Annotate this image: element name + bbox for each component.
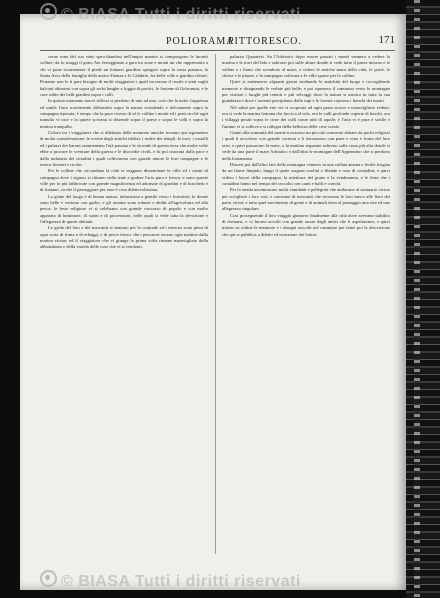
copyright-icon (40, 3, 57, 20)
book-spine (406, 0, 440, 598)
paragraph: Le grida del loro e dei mercanti si sentono per le contrade ed i mercati sono pieni di ogni sorta di frutta e di erbaggi, e di pesce fresco che i pescatori recano ogni mattina dalla marina vicina; ed il viaggiatore che vi giunge la prima volta rimane maravigliato della abbondanza e della varietà delle cose che vi si vendono. (40, 225, 208, 250)
watermark-bottom (40, 570, 400, 592)
watermark-text: © BIASA Tutti i diritti riservati (61, 573, 301, 590)
paragraph: Nel salire per quelle erte vie si scoprono ad ogni passo nuove e maravigliose vedute; ora si vede la marina lontana che luccica al sole, ora le valli profonde coperte di boschi, ora i villaggi posati sopra le cime dei colli come nidi di aquile; e l'aria vi è pura e sottile e l'animo vi si solleva e si rallegra della bellezza delle cose create. (222, 104, 390, 129)
text-column-left (40, 54, 208, 554)
watermark-text: © BIASA Tutti i diritti riservati (61, 6, 301, 23)
paragraph: palazzo Quaratesi. Su l'Adriatico dopo essere passati i monti vennero a vedere la marina e le torri del lido e salirono poi sulle alture donde si vede tutto il paese intorno e le vallate e i fiumi che scendono al mare; e videro le antiche mura della città, le porte, le chiese e le piazze, e la campagna coltivata e le ville sparse per le colline. (222, 54, 390, 79)
header-journal-title: POLIORAMA (166, 36, 235, 47)
paragraph: Discesi poi dall'altro lato della montagna vennero in una vallata amena e fertile irrigata da un fiume limpido, lungo il quale sorgono molini e filande e case di contadini; e quivi videro i lavori della campagna, la mietitura del grano e la vendemmia, e le feste che i contadini fanno nel tempo del raccolto con canti e balli e conviti. (222, 161, 390, 186)
paragraph: In questo momento nuovi riflessi si perdono di uno ad uno, così che la notte s'appressa ed umile l'aria soavemente diffondesi sopra la natura scendendo e dolcemente sopra la campagna riposata; è tempo che la pace riveste di sé le colline i monti ed i prati sicché ogni tumulto vi tace e la quiete sovrana si distende sopra il paese e sopra le valli e sopra la marina tranquilla. (40, 98, 208, 129)
paragraph: Quivi si trattennero alquanti giorni studiando le antichità del luogo e raccogliendo memorie e disegnando le vedute più belle; e poi ripresero il cammino verso le montagne per visitare i luoghi più remoti e più selvaggi dove la natura si mostra in tutta la sua grandezza e dove i torrenti precipitano dalle rupi e le foreste coprono i fianchi dei monti. (222, 79, 390, 104)
paragraph: cerne sono del suo stato specchiandosi nell'ampio marino si compongono le lucenti colline; da lo irraggi il grato Aer festeggiante a gara tra zone e monti un che rappresenta a chi vi pone sicuramente il piede un lontano giardino spiegato sopra la vasta pianura, la Santa Arca della famiglia della antica Faenza e le Calabrie, fra belle ville e giardini olivati. Pertanto non lo ti pare bisogno di molti viaggiatori i quali trovarono il casale e tanti vaghi balconi altissimi con sopra gli archi lunghe a foggia di portici, le fontane di Gelsomini, e le care salite dei belli giardini sopra i colli. (40, 54, 208, 98)
copyright-icon (40, 570, 57, 587)
paragraph: Per le colline che circondano la città si veggono disseminate le ville ed i casini di campagna dove i signori si ritirano nella state a godere l'aria pura e fresca; e sono queste ville per lo più fabbricate con grande magnificenza ed adornate di giardini e di boschetti e di fontane, sicché il passeggiare per esse è cosa dilettevolissima. (40, 168, 208, 193)
paragraph: Coloro tra i viaggiatori che si dilettano delle memorie antiche trovano qui argomento di molta considerazione; le rovine degli antichi edifizi, i ruderi dei templi, le torri, i castelli ed i palazzi dei baroni rammentano l'età passata e le vicende di questa terra che molte volte ebbe a provare le sventure della guerra e le discordie civili, e fu poi ristorata dalla pace e dalla industria dei cittadini i quali coltivarono con grande amore le loro campagne e le resero fiorenti e ricche. (40, 130, 208, 167)
paragraph: Giunti alla sommità del monte trovarono un piccolo convento abitato da pochi religiosi i quali li accolsero con grande cortesia e li ristorarono con pane e vino e frutta del loro orto; e quivi passarono la notte, e la mattina seguente salirono sulla cima più alta donde si vede da una parte il mare Adriatico e dall'altra le montagne dell'Appennino che si perdono nella lontananza. (222, 130, 390, 161)
text-column-right (222, 54, 390, 554)
paragraph: Così proseguendo il loro viaggio giunsero finalmente alla città dove avevano stabilito di fermarsi, e vi furono accolti con grande onore dagli amici che li aspettavano; e quivi misero in ordine le memorie e i disegni raccolti nel cammino per farne poi la descrizione che qui si pubblica a diletto ed istruzione dei lettori. (222, 212, 390, 237)
paragraph: La gente del luogo è di buona natura, industriosa e gentile verso i forestieri; le donne sono belle e vestono con garbo, e gli uomini sono robusti e dediti all'agricoltura ed alla pesca; le feste religiose vi si celebrano con grande concorso di popolo e con molto apparato di luminarie, di suoni e di processioni, nelle quali si vede tutta la devozione e l'allegrezza di questi abitanti. (40, 193, 208, 224)
watermark-top (40, 3, 400, 25)
page-header (40, 34, 395, 51)
column-divider (215, 54, 216, 554)
header-journal-subtitle: PITTORESCO. (228, 36, 302, 47)
page-number: 171 (378, 34, 395, 46)
paragraph: Per la strada incontrarono molti viandanti e pellegrini che andavano al santuario vicino per sciogliere i loro voti, e carovane di mercanti che recavano le loro merci alle fiere dei paesi vicini; e tutto quel movimento di gente e di animali dava al paesaggio una vita ed una allegrezza singolare. (222, 187, 390, 212)
